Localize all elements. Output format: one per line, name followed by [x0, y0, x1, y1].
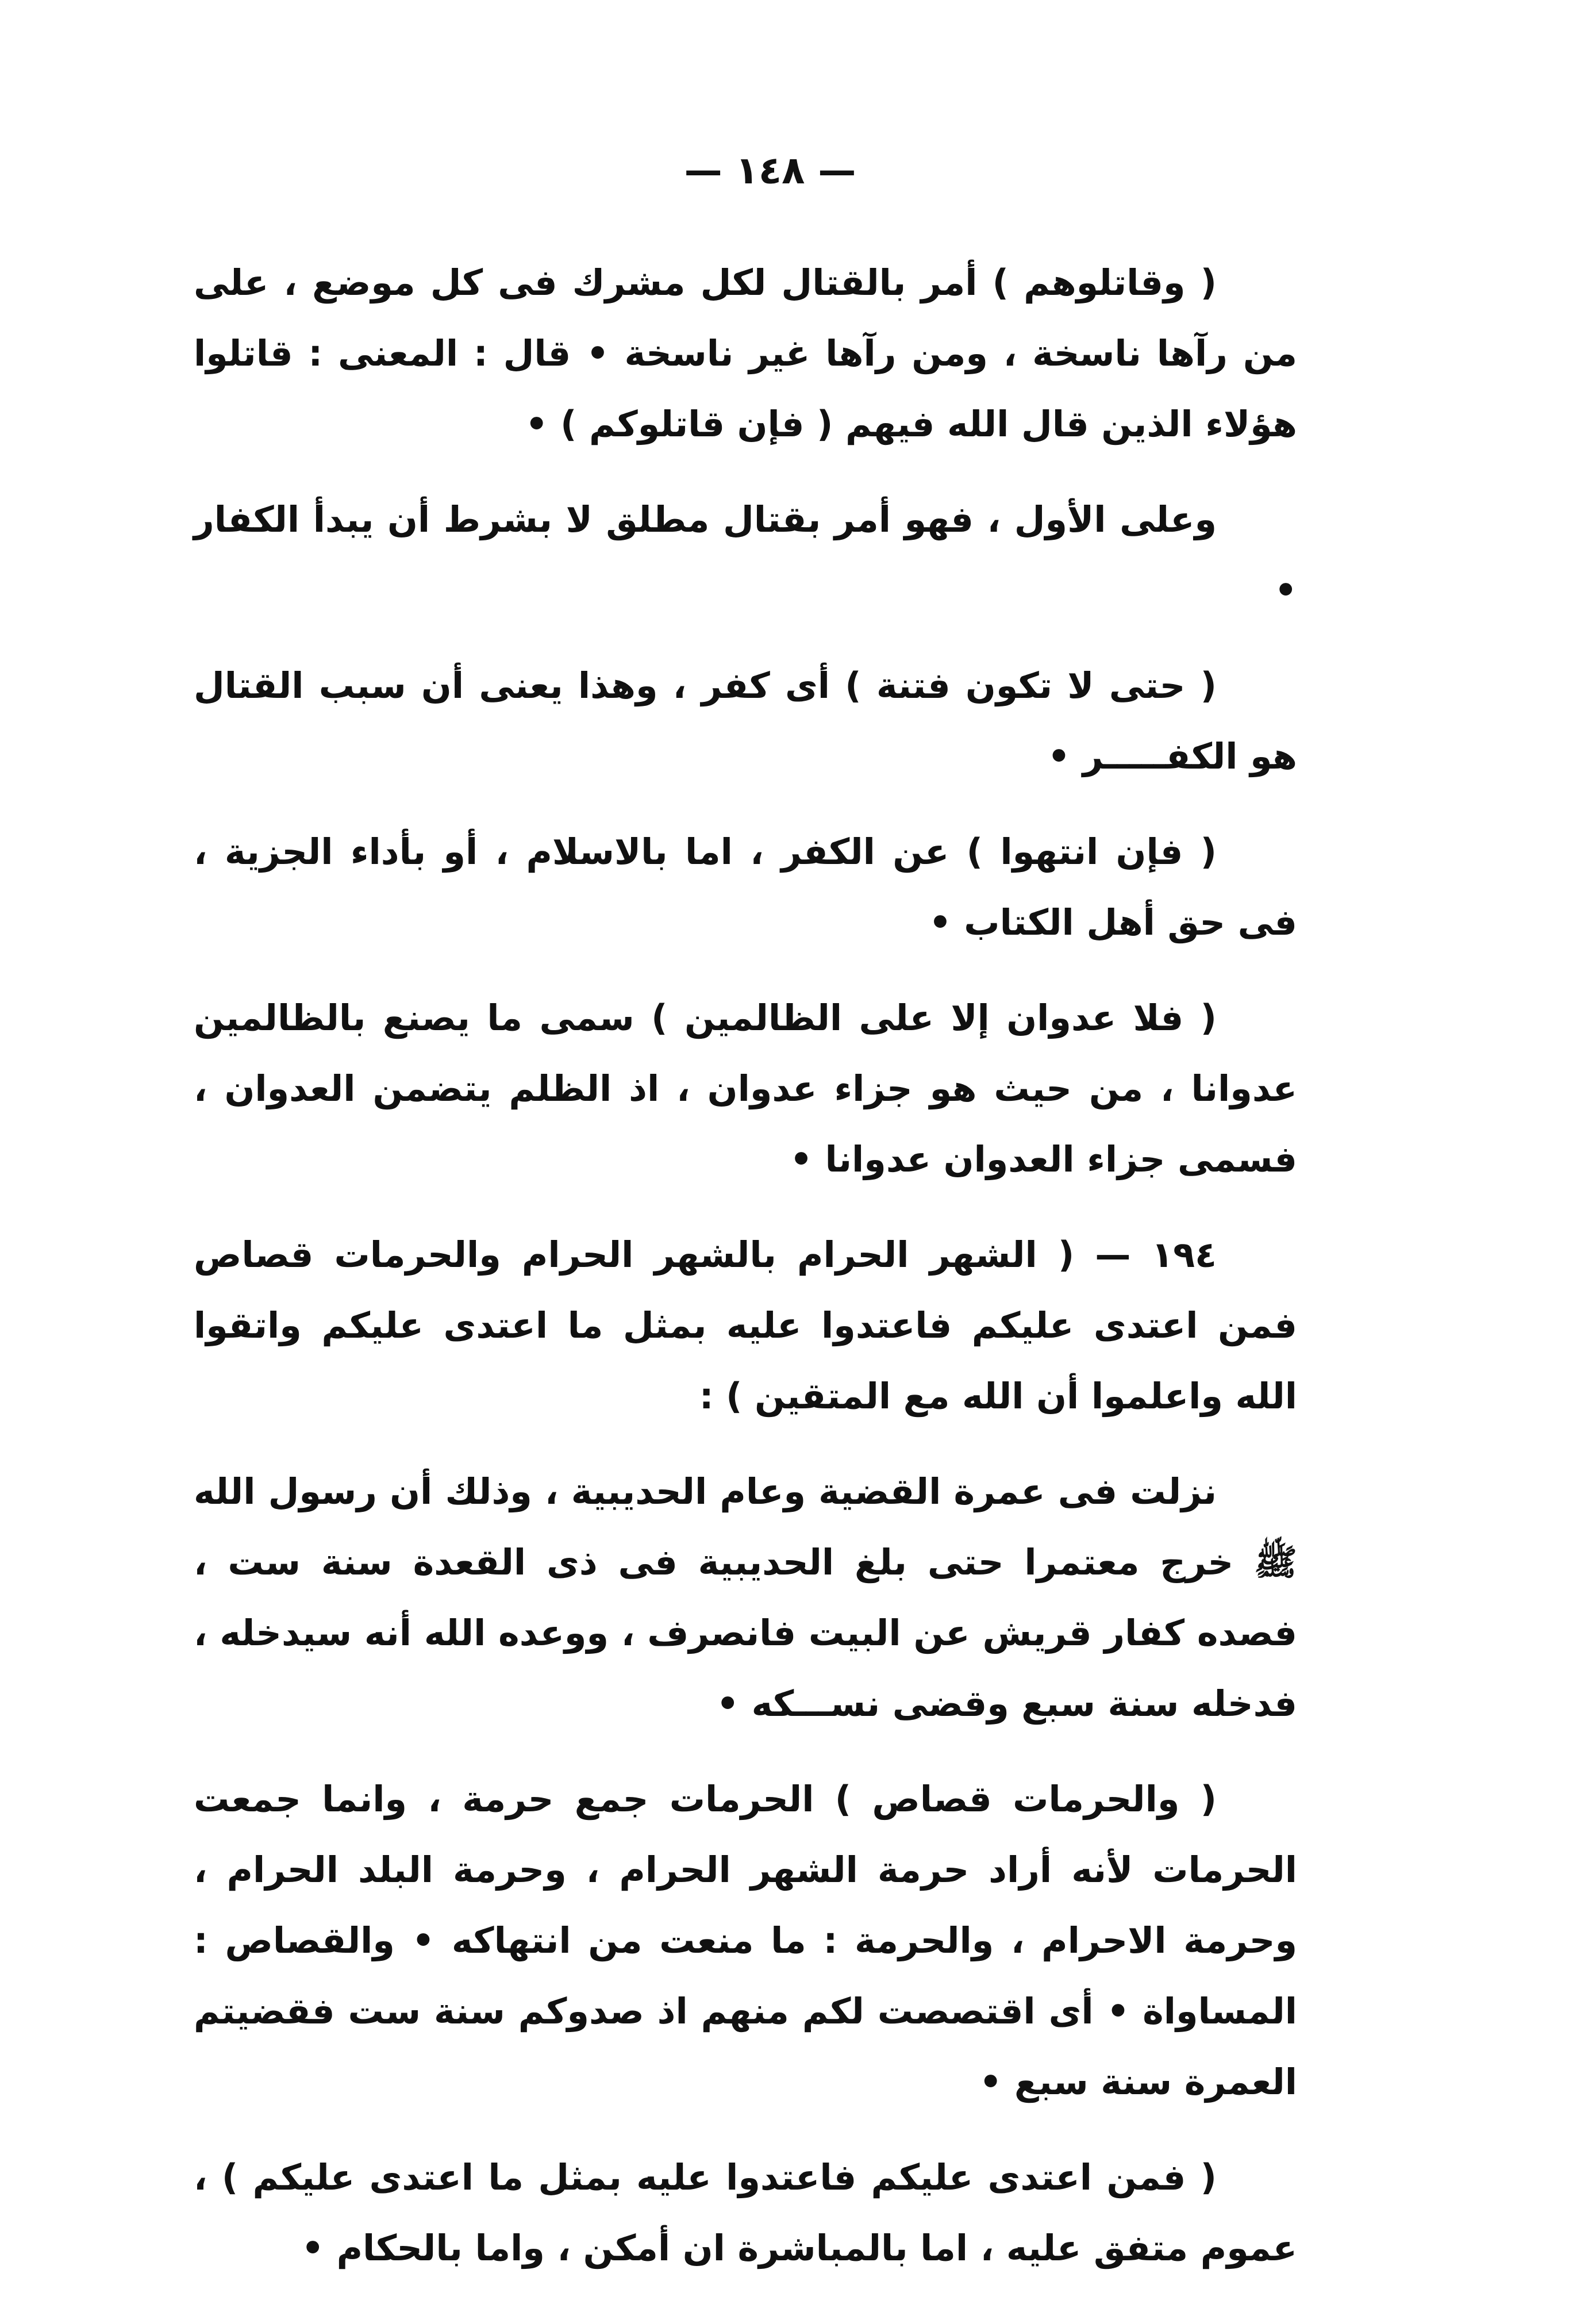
paragraph-7: نزلت فى عمرة القضية وعام الحديبية ، وذلك أن رسول الله ﷺ خرج معتمرا حتى بلغ الحديبية فى ذى القعدة سنة ست ، فصده كفار قريش عن البيت فانصرف ، ووعده الله أنه سيدخله ، فدخله سنة سبع وقضى نســـكه •: [194, 1470, 1297, 1725]
paragraph-3: ( حتى لا تكون فتنة ) أى كفر ، وهذا يعنى أن سبب القتال هو الكفـــــر •: [194, 665, 1297, 777]
body-text: [194, 247, 1297, 2308]
page-number: — ١٤٨ —: [684, 148, 856, 193]
paragraph-8: ( والحرمات قصاص ) الحرمات جمع حرمة ، وانما جمعت الحرمات لأنه أراد حرمة الشهر الحرام ، وحرمة البلد الحرام ، وحرمة الاحرام ، والحرمة : ما منعت من انتهاكه • والقصاص : المساواة • أى اقتصصت لكم منهم اذ صدوكم سنة ست فقضيتم العمرة سنة سبع •: [194, 1778, 1297, 2103]
paragraph-4: ( فإن انتهوا ) عن الكفر ، اما بالاسلام ، أو بأداء الجزية ، فى حق أهل الكتاب •: [194, 831, 1297, 943]
paragraph-2: وعلى الأول ، فهو أمر بقتال مطلق لا بشرط أن يبدأ الكفار •: [194, 498, 1297, 611]
paragraph-9: ( فمن اعتدى عليكم فاعتدوا عليه بمثل ما اعتدى عليكم ) ، عموم متفق عليه ، اما بالمباشرة ان أمكن ، واما بالحكام •: [194, 2156, 1297, 2269]
verse-194-heading: ١٩٤ — ( الشهر الحرام بالشهر الحرام والحرمات قصاص فمن اعتدى عليكم فاعتدوا عليه بمثل ما اعتدى عليكم واتقوا الله واعلموا أن الله مع المتقين ) :: [194, 1234, 1297, 1417]
paragraph-5: ( فلا عدوان إلا على الظالمين ) سمى ما يصنع بالظالمين عدوانا ، من حيث هو جزاء عدوان ، اذ الظلم يتضمن العدوان ، فسمى جزاء العدوان عدوانا •: [194, 997, 1297, 1180]
paragraph-1: ( وقاتلوهم ) أمر بالقتال لكل مشرك فى كل موضع ، على من رآها ناسخة ، ومن رآها غير ناسخة • قال : المعنى : قاتلوا هؤلاء الذين قال الله فيهم ( فإن قاتلوكم ) •: [194, 262, 1297, 445]
